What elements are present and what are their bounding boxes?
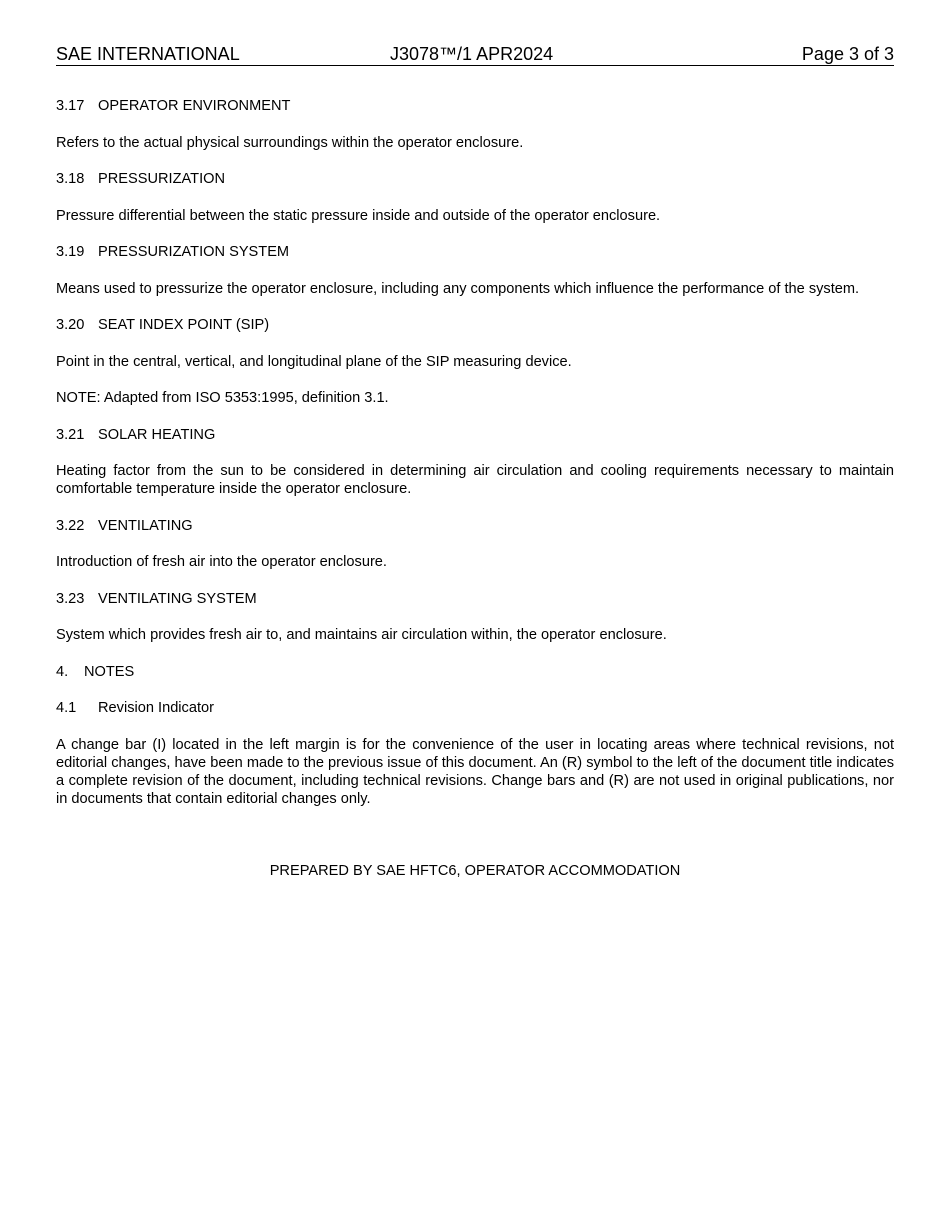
- section-title: VENTILATING SYSTEM: [98, 590, 257, 607]
- page-header: [56, 43, 894, 66]
- section-paragraph: Means used to pressurize the operator enclosure, including any components which influence the performance of the system.: [56, 280, 860, 297]
- section-number: 3.17: [56, 98, 85, 114]
- section-heading: [56, 517, 894, 535]
- section-number: 3.20: [56, 317, 85, 333]
- section-number: 4.: [56, 663, 69, 680]
- header-page-number: Page 3 of 3: [801, 44, 894, 64]
- section-paragraph: Refers to the actual physical surroundings within the operator enclosure.: [56, 134, 524, 151]
- document-body: [56, 97, 894, 826]
- section-heading: [56, 426, 894, 444]
- section-heading: [56, 170, 894, 188]
- section-title: VENTILATING: [98, 517, 193, 534]
- section-number: 3.23: [56, 590, 85, 607]
- section-heading: [56, 243, 894, 261]
- section-title: Revision Indicator: [98, 700, 214, 716]
- section-heading: [56, 590, 894, 608]
- section-title: NOTES: [84, 663, 135, 680]
- section-title: OPERATOR ENVIRONMENT: [98, 98, 291, 114]
- section-number: 3.21: [56, 426, 85, 443]
- section-title: SOLAR HEATING: [98, 426, 216, 443]
- section-number: 3.19: [56, 244, 85, 260]
- section-heading: [56, 663, 894, 681]
- prepared-by-line: PREPARED BY SAE HFTC6, OPERATOR ACCOMMODATION: [269, 863, 681, 879]
- section-paragraph: Point in the central, vertical, and longitudinal plane of the SIP measuring device.: [56, 353, 572, 370]
- header-doc-id: J3078™/1 APR2024: [390, 44, 554, 64]
- section-paragraph: NOTE: Adapted from ISO 5353:1995, definition 3.1.: [56, 390, 389, 406]
- section-title: PRESSURIZATION SYSTEM: [98, 244, 290, 260]
- section-heading: [56, 699, 894, 717]
- section-paragraph: System which provides fresh air to, and maintains air circulation within, the operator enclosure.: [56, 627, 667, 643]
- section-title: PRESSURIZATION: [98, 171, 226, 187]
- section-title: SEAT INDEX POINT (SIP): [98, 317, 270, 333]
- section-paragraph: Introduction of fresh air into the operator enclosure.: [56, 554, 387, 570]
- section-paragraph: A change bar (I) located in the left margin is for the convenience of the user in locating areas where technical revisions, not editorial changes, have been made to the previous issue of this document. An (R) symbol to the left of the document title indicates a complete revision of the document, including technical revisions. Change bars and (R) are not used in original publications, nor in documents that contain editorial changes only.: [56, 736, 894, 807]
- section-number: 3.22: [56, 517, 85, 534]
- section-number: 4.1: [56, 700, 77, 716]
- section-heading: [56, 97, 894, 115]
- header-org: SAE INTERNATIONAL: [56, 44, 240, 64]
- section-number: 3.18: [56, 171, 85, 187]
- section-paragraph: Heating factor from the sun to be considered in determining air circulation and cooling requirements necessary to maintain comfortable temperature inside the operator enclosure.: [56, 463, 894, 497]
- section-heading: [56, 316, 894, 334]
- section-paragraph: Pressure differential between the static pressure inside and outside of the operator enclosure.: [56, 207, 661, 224]
